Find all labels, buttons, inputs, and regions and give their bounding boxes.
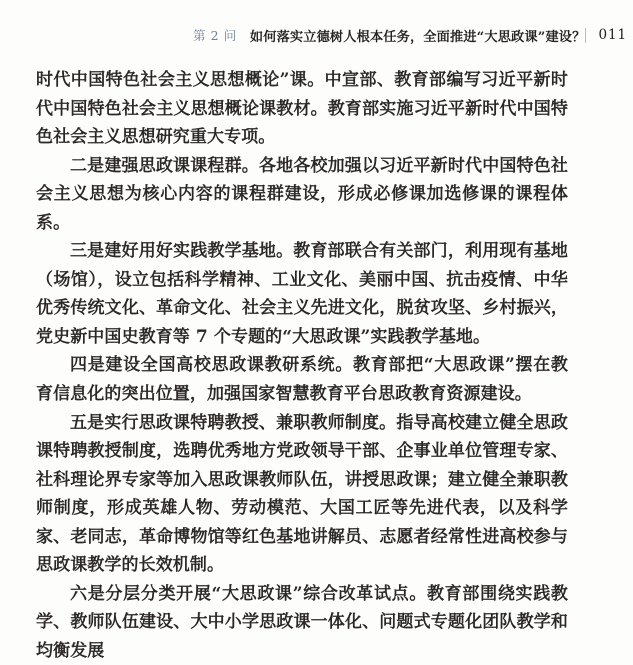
paragraph: 五是实行思政课特聘教授、兼职教师制度。指导高校建立健全思政课特聘教授制度，选聘优秀地方党政领导干部、企事业单位管理专家、社科理论界专家等加入思政课教师队伍，讲授思政课；建立健全兼职教师制度，形成英雄人物、劳动模范、大国工匠等先进代表，以及科学家、老同志，革命博物馆等红色基地讲解员、志愿者经常性进高校参与思政课教学的长效机制。 <box>36 412 568 576</box>
page-number: 011 <box>598 27 627 43</box>
paragraph: 时代中国特色社会主义思想概论”课。中宣部、教育部编写习近平新时代中国特色社会主义思想概论课教材。教育部实施习近平新时代中国特色社会主义思想研究重大专项。 <box>36 70 568 148</box>
paragraph: 二是建强思政课课程群。各地各校加强以习近平新时代中国特色社会主义思想为核心内容的课程群建设，形成必修课加选修课的课程体系。 <box>36 155 568 233</box>
paragraph: 六是分层分类开展“大思政课”综合改革试点。教育部围绕实践教学、教师队伍建设、大中小学思政课一体化、问题式专题化团队教学和均衡发展 <box>36 583 568 661</box>
paragraph: 四是建设全国高校思政课教研系统。教育部把“大思政课”摆在教育信息化的突出位置，加强国家智慧教育平台思政教育资源建设。 <box>36 355 568 405</box>
header-divider-rule <box>585 28 586 43</box>
paragraph: 三是建好用好实践教学基地。教育部联合有关部门，利用现有基地（场馆），设立包括科学精神、工业文化、美丽中国、抗击疫情、中华优秀传统文化、革命文化、社会主义先进文化，脱贫攻坚、乡村振兴，党史新中国史教育等 7 个专题的“大思政课”实践教学基地。 <box>36 241 568 347</box>
header-chapter-title: 如何落实立德树人根本任务，全面推进“大思政课”建设？ <box>249 29 586 45</box>
header-question-number: 第 2 问 <box>193 28 237 43</box>
running-header <box>36 24 627 46</box>
body-text-block <box>36 66 568 665</box>
